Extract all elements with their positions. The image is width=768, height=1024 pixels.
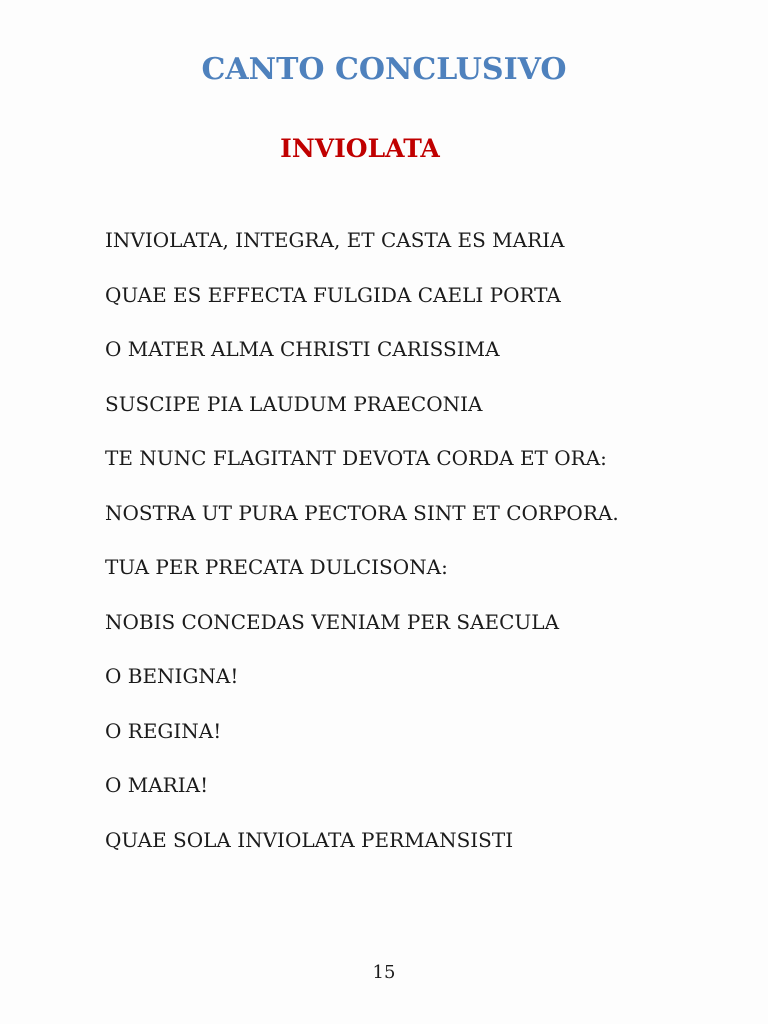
page-number: 15 (372, 962, 396, 983)
hymn-line: O REGINA! (105, 718, 222, 743)
hymn-line: INVIOLATA, INTEGRA, ET CASTA ES MARIA (105, 228, 565, 252)
hymn-line: QUAE SOLA INVIOLATA PERMANSISTI (105, 827, 514, 852)
hymn-line: TE NUNC FLAGITANT DEVOTA CORDA ET ORA: (105, 446, 607, 470)
hymn-line: NOSTRA UT PURA PECTORA SINT ET CORPORA. (105, 500, 619, 525)
hymn-line: SUSCIPE PIA LAUDUM PRAECONIA (105, 391, 483, 416)
hymn-line: O MATER ALMA CHRISTI CARISSIMA (105, 337, 500, 361)
hymn-line: O MARIA! (105, 773, 209, 797)
hymn-line: QUAE ES EFFECTA FULGIDA CAELI PORTA (105, 282, 561, 307)
song-subtitle: INVIOLATA (280, 134, 440, 163)
page-title: CANTO CONCLUSIVO (201, 52, 567, 87)
hymn-line: O BENIGNA! (105, 664, 239, 688)
hymn-text-block (105, 213, 728, 867)
hymn-line: TUA PER PRECATA DULCISONA: (105, 555, 448, 579)
hymn-line: NOBIS CONCEDAS VENIAM PER SAECULA (105, 609, 560, 634)
